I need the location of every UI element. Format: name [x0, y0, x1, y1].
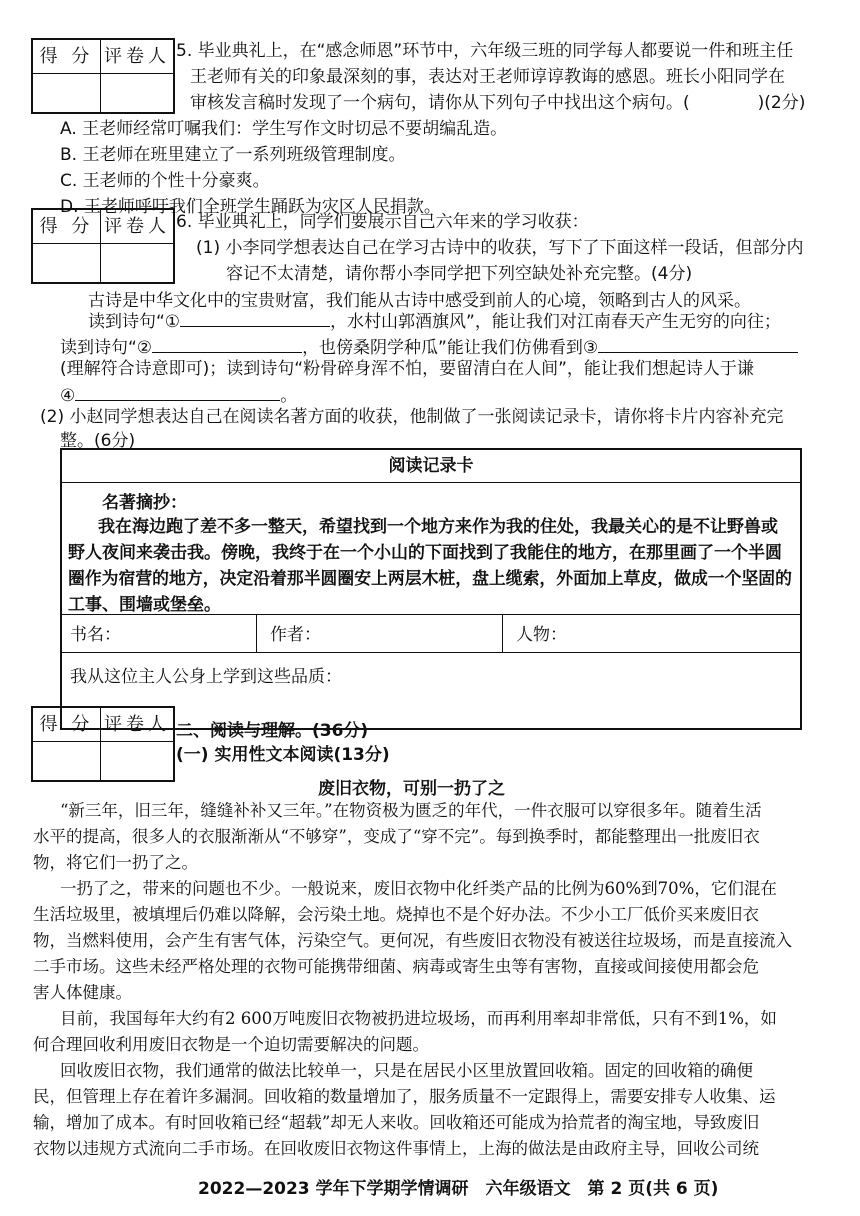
- article-line: 二手市场。这些未经严格处理的衣物可能携带细菌、病毒或寄生虫等有害物，直接或间接使用都会危: [33, 957, 759, 976]
- card-vdivider-2: [502, 614, 503, 652]
- q6-part2-line-2: 整。(6分): [60, 431, 136, 451]
- q6-paragraph: 古诗是中华文化中的宝贵财富，我们能从古诗中感受到前人的心境，领略到古人的风采。: [88, 291, 751, 311]
- q6-line2-prefix: 读到诗句“①: [88, 312, 181, 332]
- card-title: 阅读记录卡: [62, 450, 800, 483]
- grader-label: 评卷人: [101, 40, 173, 74]
- score-label: 得 分: [33, 40, 101, 74]
- excerpt-line-2: 野人夜间来袭击我。傍晚，我终于在一个小山的下面找到了我能住的地方，在那里画了一个半圆: [68, 543, 782, 563]
- excerpt-line-4: 工事、围墙或堡垒。: [68, 595, 221, 615]
- article-line: 输，增加了成本。有时回收箱已经“超载”却无人来收。回收箱还可能成为拾荒者的淘宝地，导致废旧: [33, 1113, 760, 1132]
- author-label: 作者：: [270, 625, 321, 645]
- score-box-3: [31, 706, 175, 782]
- blank-1[interactable]: [180, 308, 330, 327]
- grader-label: 评卷人: [101, 708, 173, 742]
- article-line: 水平的提高，很多人的衣服渐渐从“不够穿”，变成了“穿不完”。每到换季时，都能整理出一批废旧衣: [33, 827, 760, 846]
- score-box-2: [31, 208, 175, 284]
- article-line: 物，将它们一扔了之。: [33, 853, 198, 872]
- score-label: 得 分: [33, 210, 101, 244]
- article-line: 一扔了之，带来的问题也不少。一般说来，废旧衣物中化纤类产品的比例为60%到70%，它们混在: [60, 879, 777, 898]
- article-line: 民，但管理上存在着许多漏洞。回收箱的数量增加了，服务质量不一定跟得上，需要安排专人收集、运: [33, 1087, 776, 1106]
- book-name-label: 书名：: [70, 625, 121, 645]
- blank-3[interactable]: [598, 334, 798, 353]
- q5-option-d: D. 王老师呼吁我们全班学生踊跃为灾区人民捐款。: [60, 197, 441, 217]
- article-line: 何合理回收利用废旧衣物是一个迫切需要解决的问题。: [33, 1035, 429, 1054]
- excerpt-line-3: 圈作为宿营的地方，决定沿着那半圆圈安上两层木桩，盘上缆索，外面加上草皮，做成一个坚固的: [68, 569, 792, 589]
- page-footer: 2022—2023 学年下学期学情调研 六年级语文 第 2 页(共 6 页): [198, 1179, 719, 1199]
- article-title: 废旧衣物，可别一扔了之: [318, 779, 505, 799]
- grader-cell[interactable]: [101, 74, 173, 112]
- section-2-title: 二、阅读与理解。(36分): [176, 721, 369, 741]
- score-cell[interactable]: [33, 742, 101, 780]
- score-box-1: [31, 38, 175, 114]
- article-line: 回收废旧衣物，我们通常的做法比较单一，只是在居民小区里放置回收箱。固定的回收箱的确便: [60, 1061, 753, 1080]
- q6-line-blank-4: [60, 382, 297, 407]
- q6-line-blank-2: [60, 334, 798, 359]
- grader-cell[interactable]: [101, 244, 173, 282]
- q6-line2-suffix: ，水村山郭酒旗风”，能让我们对江南春天产生无穷的向往；: [330, 312, 781, 332]
- article-line: 衣物以违规方式流向二手市场。在回收废旧衣物这件事情上，上海的做法是由政府主导，回收公司统: [33, 1139, 759, 1158]
- score-cell[interactable]: [33, 74, 101, 112]
- score-label: 得 分: [33, 708, 101, 742]
- q6-part1-line-1: (1) 小李同学想表达自己在学习古诗中的收获，写下了下面这样一段话，但部分内: [196, 238, 804, 258]
- q6-line5-prefix: ④: [60, 386, 76, 406]
- card-vdivider-1: [256, 614, 257, 652]
- q6-line3-mid: ，也傍桑阴学种瓜”能让我们仿佛看到③: [302, 338, 599, 358]
- grader-label: 评卷人: [101, 210, 173, 244]
- character-label: 人物：: [516, 625, 567, 645]
- quality-label: 我从这位主人公身上学到这些品质：: [70, 667, 342, 687]
- q6-part1-line-2: 容记不太清楚，请你帮小李同学把下列空缺处补充完整。(4分): [226, 264, 693, 284]
- q5-line-2: 王老师有关的印象最深刻的事，表达对王老师谆谆教诲的感恩。班长小阳同学在: [190, 67, 785, 87]
- q5-option-c: C. 王老师的个性十分豪爽。: [60, 171, 270, 191]
- reading-record-card: [60, 448, 802, 730]
- excerpt-label: 名著摘抄：: [102, 493, 187, 513]
- q5-option-a: A. 王老师经常叮嘱我们：学生写作文时切忌不要胡编乱造。: [60, 119, 508, 139]
- blank-2[interactable]: [152, 334, 302, 353]
- score-cell[interactable]: [33, 244, 101, 282]
- q6-line-4: (理解符合诗意即可)；读到诗句“粉骨碎身浑不怕，要留清白在人间”，能让我们想起诗人于谦: [60, 359, 754, 379]
- article-line: 害人体健康。: [33, 983, 132, 1002]
- article-line: 生活垃圾里，被填埋后仍难以降解，会污染土地。烧掉也不是个好办法。不少小工厂低价买来废旧衣: [33, 905, 759, 924]
- card-divider-1: [62, 614, 800, 615]
- article-line: “新三年，旧三年，缝缝补补又三年。”在物资极为匮乏的年代，一件衣服可以穿很多年。随着生活: [60, 801, 762, 820]
- q5-line-1: 5. 毕业典礼上，在“感念师恩”环节中，六年级三班的同学每人都要说一件和班主任: [176, 41, 794, 61]
- blank-4[interactable]: [75, 382, 280, 401]
- grader-cell[interactable]: [101, 742, 173, 780]
- article-line: 目前，我国每年大约有2 600万吨废旧衣物被扔进垃圾场，而再利用率却非常低，只有不到1%，如: [60, 1009, 777, 1028]
- q5-option-b: B. 王老师在班里建立了一系列班级管理制度。: [60, 145, 406, 165]
- q5-line-3: 审核发言稿时发现了一个病句，请你从下列句子中找出这个病句。( )(2分): [190, 93, 806, 113]
- q6-line3-prefix: 读到诗句“②: [60, 338, 153, 358]
- q6-line5-suffix: 。: [280, 386, 298, 406]
- card-divider-2: [62, 652, 800, 653]
- q6-title: 6. 毕业典礼上，同学们要展示自己六年来的学习收获：: [176, 212, 589, 232]
- section-2-subtitle: (一) 实用性文本阅读(13分): [176, 745, 390, 765]
- q6-part2-line-1: (2) 小赵同学想表达自己在阅读名著方面的收获，他制做了一张阅读记录卡，请你将卡片内容补充完: [40, 407, 784, 427]
- q6-line-blank-1: [88, 308, 781, 333]
- excerpt-line-1: 我在海边跑了差不多一整天，希望找到一个地方来作为我的住处，我最关心的是不让野兽或: [98, 517, 778, 537]
- article-line: 物，当燃料使用，会产生有害气体，污染空气。更何况，有些废旧衣物没有被送往垃圾场，而是直接流入: [33, 931, 792, 950]
